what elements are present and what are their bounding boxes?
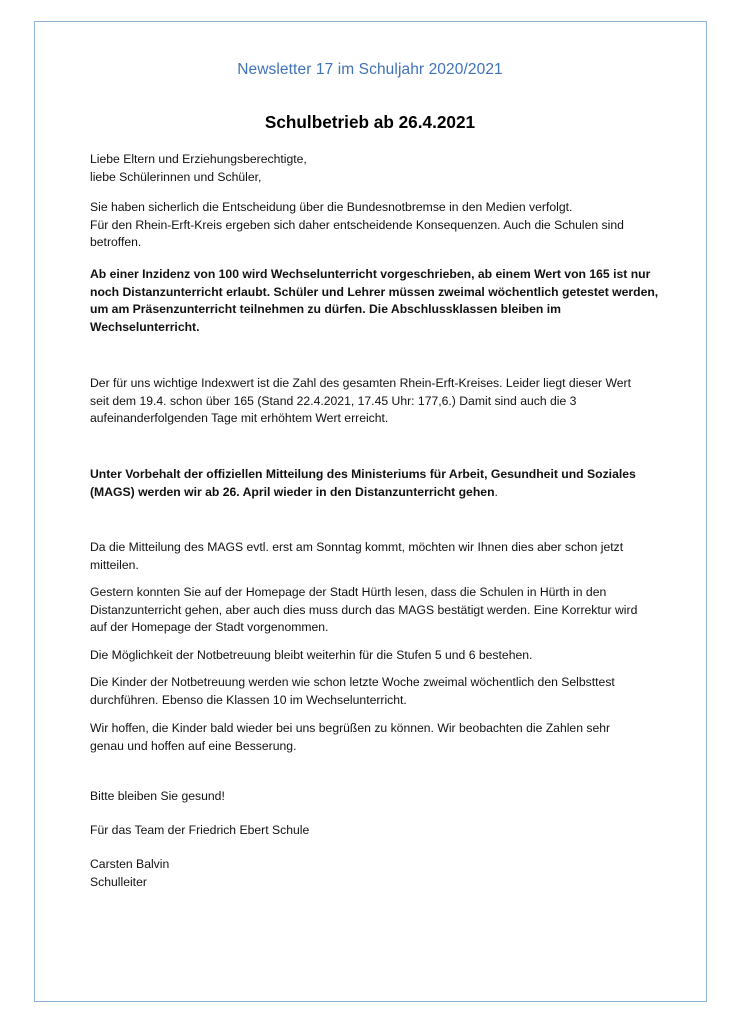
- greeting-line: liebe Schülerinnen und Schüler,: [90, 169, 262, 184]
- intro-paragraph: [90, 199, 670, 252]
- tests-line: durchführen. Ebenso die Klassen 10 im Wechselunterricht.: [90, 692, 407, 707]
- index-line: aufeinanderfolgenden Tage mit erhöhtem Wert erreicht.: [90, 411, 389, 426]
- newsletter-title: Newsletter 17 im Schuljahr 2020/2021: [237, 61, 503, 78]
- rules-paragraph: [90, 266, 670, 336]
- index-line: seit dem 19.4. schon über 165 (Stand 22.4.2021, 17.45 Uhr: 177,6.) Damit sind auch die 3: [90, 393, 577, 408]
- team-line: Für das Team der Friedrich Ebert Schule: [90, 823, 310, 837]
- huerth-line: Distanzunterricht gehen, aber auch dies muss durch das MAGS bestätigt werden. Eine Korrektur wird: [90, 602, 638, 617]
- decision-period: .: [494, 484, 498, 499]
- rules-line: um am Präsenzunterricht teilnehmen zu dürfen. Die Abschlussklassen bleiben im: [90, 302, 561, 317]
- rules-line: noch Distanzunterricht erlaubt. Schüler und Lehrer müssen zweimal wöchentlich getestet werden,: [90, 284, 659, 299]
- huerth-line: auf der Homepage der Stadt vorgenommen.: [90, 620, 329, 635]
- signature-name: Carsten Balvin: [90, 857, 170, 871]
- index-paragraph: [90, 375, 670, 428]
- main-heading: Schulbetrieb ab 26.4.2021: [264, 112, 476, 132]
- hope-line: genau und hoffen auf eine Besserung.: [90, 738, 297, 753]
- huerth-paragraph: [90, 584, 670, 637]
- rules-line: Ab einer Inzidenz von 100 wird Wechselunterricht vorgeschrieben, ab einem Wert von 165 ist nur: [90, 267, 651, 281]
- tests-line: Die Kinder der Notbetreuung werden wie schon letzte Woche zweimal wöchentlich den Selbsttest: [90, 675, 615, 689]
- greeting-paragraph: [90, 151, 670, 186]
- signature-block: [90, 856, 670, 891]
- intro-line: betroffen.: [90, 235, 142, 250]
- index-line: Der für uns wichtige Indexwert ist die Zahl des gesamten Rhein-Erft-Kreises. Leider liegt dieser Wert: [90, 376, 631, 390]
- hope-line: Wir hoffen, die Kinder bald wieder bei uns begrüßen zu können. Wir beobachten die Zahlen sehr: [90, 721, 611, 735]
- care-line: Die Möglichkeit der Notbetreuung bleibt weiterhin für die Stufen 5 und 6 bestehen.: [90, 648, 533, 662]
- mags-notice-paragraph: [90, 539, 670, 574]
- greeting-line: Liebe Eltern und Erziehungsberechtigte,: [90, 152, 307, 166]
- document-page: [34, 21, 707, 1002]
- intro-line: Für den Rhein-Erft-Kreis ergeben sich daher entscheidende Konsequenzen. Auch die Schulen sind: [90, 217, 624, 232]
- hope-paragraph: [90, 720, 670, 755]
- signature-role: Schulleiter: [90, 874, 147, 889]
- decision-line: Unter Vorbehalt der offiziellen Mitteilung des Ministeriums für Arbeit, Gesundheit und Soziales: [90, 467, 636, 481]
- decision-paragraph: [90, 466, 670, 501]
- mags-notice-line: Da die Mitteilung des MAGS evtl. erst am Sonntag kommt, möchten wir Ihnen dies aber schon jetzt: [90, 540, 624, 554]
- huerth-line: Gestern konnten Sie auf der Homepage der Stadt Hürth lesen, dass die Schulen in Hürth in den: [90, 585, 607, 599]
- mags-notice-line: mitteilen.: [90, 557, 139, 572]
- intro-line: Sie haben sicherlich die Entscheidung über die Bundesnotbremse in den Medien verfolgt.: [90, 200, 573, 214]
- care-paragraph: [90, 647, 670, 665]
- tests-paragraph: [90, 674, 670, 709]
- decision-emphasis: (MAGS) werden wir ab 26. April wieder in den Distanzunterricht gehen: [90, 484, 495, 499]
- decision-line: [90, 484, 670, 502]
- rules-line: Wechselunterricht.: [90, 319, 200, 334]
- closing-line: Bitte bleiben Sie gesund!: [90, 789, 225, 803]
